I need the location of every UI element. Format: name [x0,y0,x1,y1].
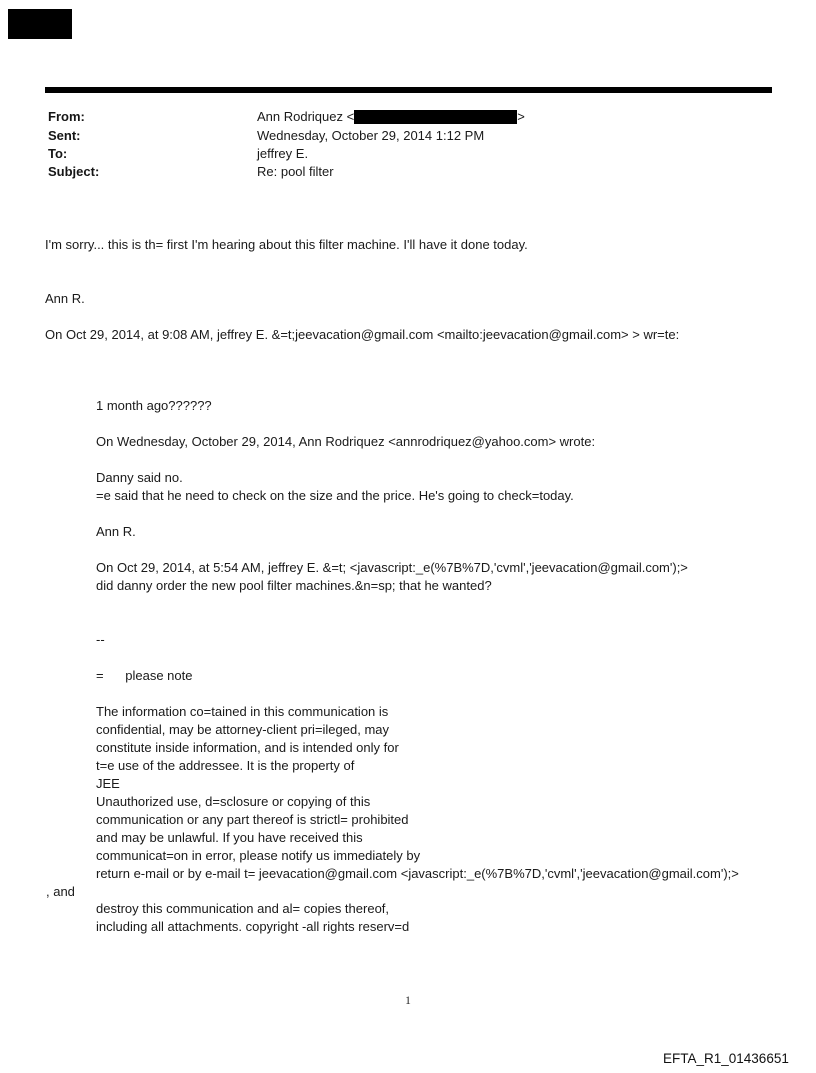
subject-value: Re: pool filter [257,164,334,179]
disclaimer-line: communication or any part thereof is strictl= prohibited [96,812,409,827]
disclaimer-line: including all attachments. copyright -all rights reserv=d [96,919,410,934]
quoted-line: Danny said no. [96,470,183,485]
disclaimer-line: t=e use of the addressee. It is the property of [96,758,355,773]
disclaimer-line: JEE [96,776,120,791]
quoted-line-sig-separator: -- [96,632,105,647]
disclaimer-line: and may be unlawful. If you have received this [96,830,363,845]
from-email-redaction-bar [354,110,517,124]
redaction-mark-corner [8,9,72,39]
disclaimer-wrap-fragment: , and [46,884,75,899]
sent-value: Wednesday, October 29, 2014 1:12 PM [257,128,485,143]
from-label: From: [48,109,85,124]
quoted-line: 1 month ago?????? [96,398,212,413]
disclaimer-line: confidential, may be attorney-client pri=ileged, may [96,722,390,737]
quoted-line: did danny order the new pool filter machines.&n=sp; that he wanted? [96,578,492,593]
bates-number: EFTA_R1_01436651 [663,1051,789,1066]
disclaimer-line: return e-mail or by e-mail t= jeevacation@gmail.com <javascript:_e(%7B%7D,'cvml','jeevacation@gmail.com');> [96,866,739,881]
disclaimer-line: Unauthorized use, d=sclosure or copying of this [96,794,371,809]
quoted-line: On Oct 29, 2014, at 5:54 AM, jeffrey E. &=t; <javascript:_e(%7B%7D,'cvml','jeevacation@gmail.com');> [96,560,688,575]
to-value: jeffrey E. [257,146,309,161]
body-line-quote-header: On Oct 29, 2014, at 9:08 AM, jeffrey E. &=t;jeevacation@gmail.com <mailto:jeevacation@gmail.com> > wr=te: [45,327,680,342]
disclaimer-line: communicat=on in error, please notify us immediately by [96,848,421,863]
from-value-suffix: > [517,109,525,124]
header-divider-rule [45,87,772,93]
quoted-line: =e said that he need to check on the size and the price. He's going to check=today. [96,488,574,503]
subject-label: Subject: [48,164,100,179]
page-number: 1 [405,995,411,1007]
from-value [257,109,525,124]
quoted-line-please-note: = please note [96,668,193,683]
disclaimer-line: destroy this communication and al= copies thereof, [96,901,390,916]
disclaimer-line: The information co=tained in this communication is [96,704,389,719]
quoted-line: On Wednesday, October 29, 2014, Ann Rodriquez <annrodriquez@yahoo.com> wrote: [96,434,596,449]
body-line-apology: I'm sorry... this is th= first I'm hearing about this filter machine. I'll have it done today. [45,237,528,252]
disclaimer-line: constitute inside information, and is intended only for [96,740,399,755]
from-name: Ann Rodriquez < [257,109,355,124]
body-line-signature: Ann R. [45,291,85,306]
sent-label: Sent: [48,128,81,143]
to-label: To: [48,146,68,161]
quoted-line: Ann R. [96,524,136,539]
